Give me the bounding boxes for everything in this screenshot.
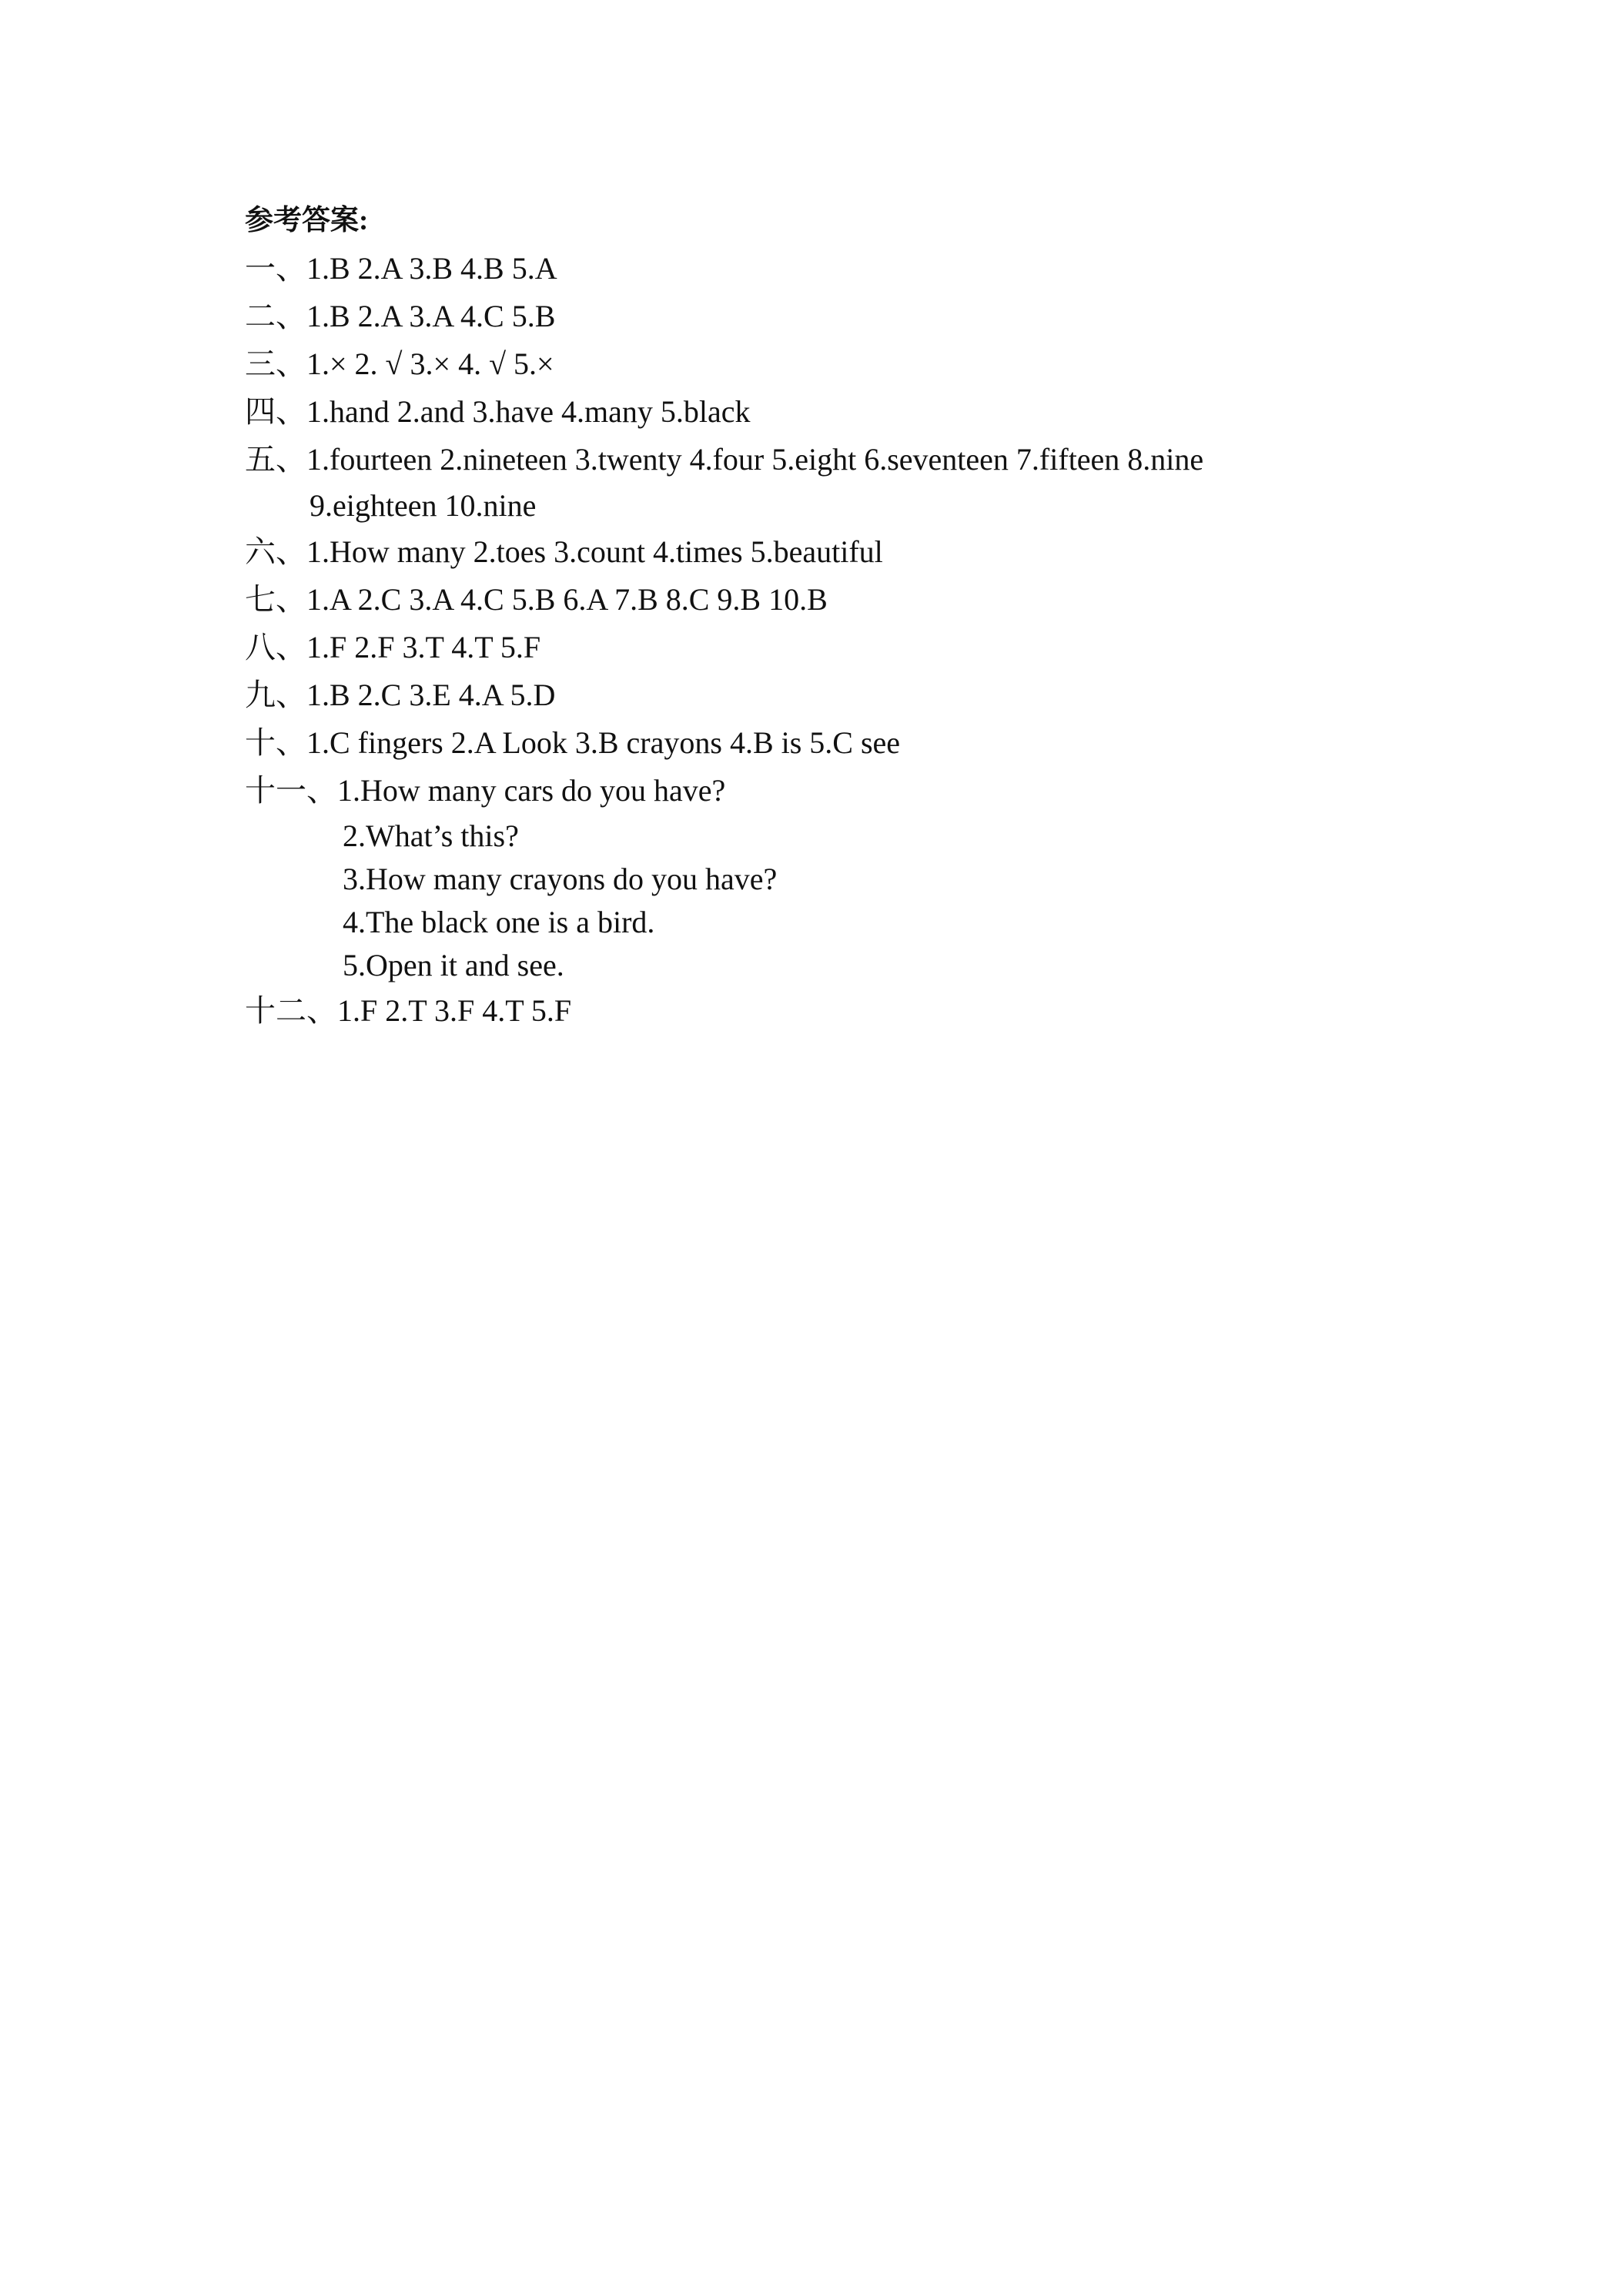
answer-section-11 xyxy=(245,767,1400,987)
answer-section-9 xyxy=(245,671,1400,719)
answer-key-heading: 参考答案: xyxy=(245,205,369,236)
answer-line: 五、1.fourteen 2.nineteen 3.twenty 4.four 5.eight 6.seventeen 7.fifteen 8.nine xyxy=(245,442,1204,477)
answer-section-1 xyxy=(245,245,1400,293)
answer-line: 二、1.B 2.A 3.A 4.C 5.B xyxy=(245,299,556,333)
answer-line: 八、1.F 2.F 3.T 4.T 5.F xyxy=(245,630,541,664)
answer-line: 七、1.A 2.C 3.A 4.C 5.B 6.A 7.B 8.C 9.B 10.B xyxy=(245,582,828,617)
answer-key xyxy=(245,202,1400,1035)
answer-section-6 xyxy=(245,528,1400,576)
answer-line: 四、1.hand 2.and 3.have 4.many 5.black xyxy=(245,394,751,429)
answer-continuation-line: 4.The black one is a bird. xyxy=(343,905,655,939)
answer-section-10 xyxy=(245,719,1400,767)
answer-continuation-line: 5.Open it and see. xyxy=(343,948,564,982)
answer-section-3 xyxy=(245,340,1400,388)
answer-section-12 xyxy=(245,987,1400,1035)
answer-line: 十、1.C fingers 2.A Look 3.B crayons 4.B is 5.C see xyxy=(245,725,901,760)
answer-line: 三、1.× 2. √ 3.× 4. √ 5.× xyxy=(245,346,554,381)
answer-section-7 xyxy=(245,576,1400,624)
answer-line: 十二、1.F 2.T 3.F 4.T 5.F xyxy=(245,993,572,1028)
answer-line: 六、1.How many 2.toes 3.count 4.times 5.beautiful xyxy=(245,534,883,569)
answer-continuation-line: 2.What’s this? xyxy=(343,818,519,853)
answer-line: 一、1.B 2.A 3.B 4.B 5.A xyxy=(245,251,557,286)
answer-line: 九、1.B 2.C 3.E 4.A 5.D xyxy=(245,678,556,712)
answer-section-8 xyxy=(245,624,1400,671)
answer-section-4 xyxy=(245,388,1400,436)
answer-continuation-line: 3.How many crayons do you have? xyxy=(343,862,778,896)
answer-continuation-line: 9.eighteen 10.nine xyxy=(310,488,537,523)
answer-section-5 xyxy=(245,436,1400,528)
answer-line: 十一、1.How many cars do you have? xyxy=(245,773,726,808)
answer-section-2 xyxy=(245,293,1400,340)
